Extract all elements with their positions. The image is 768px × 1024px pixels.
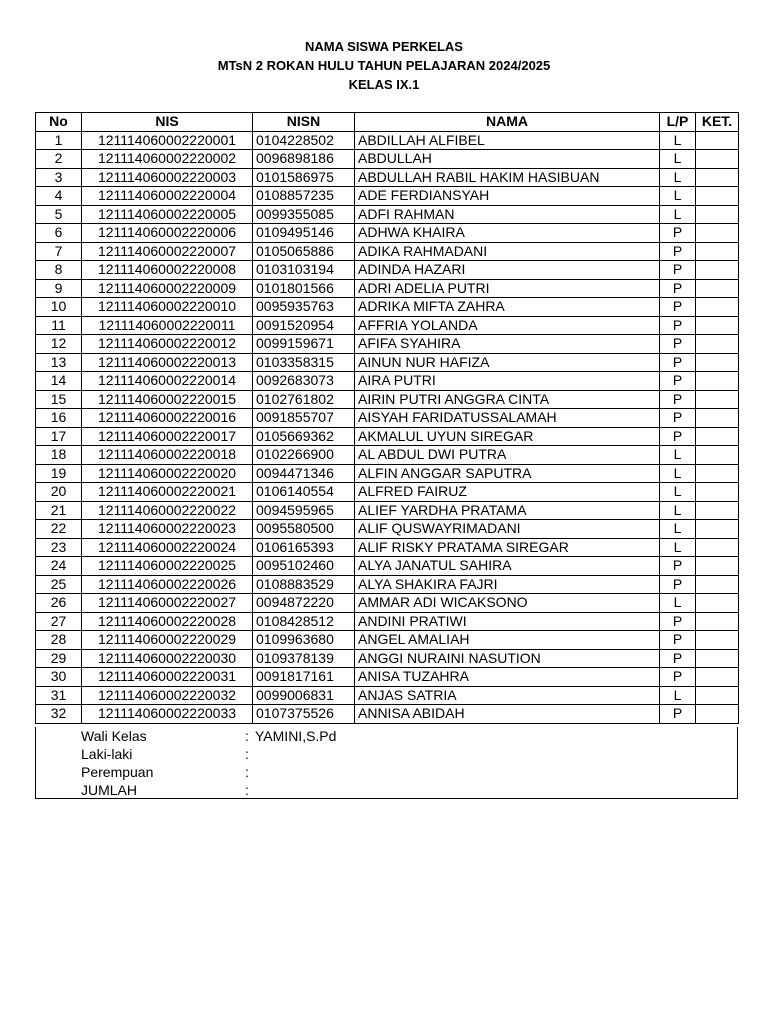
cell-gender: P <box>660 353 696 372</box>
cell-nis: 121114060002220022 <box>82 501 253 520</box>
cell-no: 15 <box>36 390 82 409</box>
cell-no: 27 <box>36 612 82 631</box>
cell-gender: L <box>660 187 696 206</box>
cell-ket <box>696 261 739 280</box>
cell-nisn: 0103103194 <box>253 261 355 280</box>
cell-ket <box>696 446 739 465</box>
cell-nisn: 0095102460 <box>253 557 355 576</box>
cell-no: 11 <box>36 316 82 335</box>
cell-no: 8 <box>36 261 82 280</box>
cell-ket <box>696 631 739 650</box>
cell-gender: L <box>660 594 696 613</box>
table-row <box>36 224 739 243</box>
cell-nis: 121114060002220014 <box>82 372 253 391</box>
table-row <box>36 557 739 576</box>
col-header-nis: NIS <box>82 113 253 132</box>
cell-gender: L <box>660 464 696 483</box>
footer-summary <box>35 727 738 799</box>
cell-gender: L <box>660 501 696 520</box>
cell-nis: 121114060002220001 <box>82 131 253 150</box>
cell-gender: P <box>660 261 696 280</box>
cell-no: 29 <box>36 649 82 668</box>
cell-nisn: 0106165393 <box>253 538 355 557</box>
table-row <box>36 298 739 317</box>
cell-nama: AKMALUL UYUN SIREGAR <box>355 427 660 446</box>
cell-nis: 121114060002220024 <box>82 538 253 557</box>
cell-gender: P <box>660 242 696 261</box>
cell-ket <box>696 427 739 446</box>
cell-ket <box>696 501 739 520</box>
cell-gender: P <box>660 705 696 724</box>
cell-nis: 121114060002220003 <box>82 168 253 187</box>
cell-nama: ANGEL AMALIAH <box>355 631 660 650</box>
cell-no: 3 <box>36 168 82 187</box>
cell-gender: P <box>660 575 696 594</box>
cell-nis: 121114060002220002 <box>82 150 253 169</box>
cell-gender: L <box>660 446 696 465</box>
cell-gender: P <box>660 409 696 428</box>
cell-nama: ADFI RAHMAN <box>355 205 660 224</box>
cell-gender: P <box>660 279 696 298</box>
table-row <box>36 668 739 687</box>
cell-nama: ALYA JANATUL SAHIRA <box>355 557 660 576</box>
footer-label: Laki-laki <box>81 746 133 762</box>
school-year-line: MTsN 2 ROKAN HULU TAHUN PELAJARAN 2024/2025 <box>217 58 551 73</box>
cell-nama: ABDILLAH ALFIBEL <box>355 131 660 150</box>
cell-no: 25 <box>36 575 82 594</box>
cell-nisn: 0099006831 <box>253 686 355 705</box>
cell-nisn: 0108857235 <box>253 187 355 206</box>
table-row <box>36 242 739 261</box>
cell-nis: 121114060002220012 <box>82 335 253 354</box>
cell-nama: ADRIKA MIFTA ZAHRA <box>355 298 660 317</box>
cell-no: 4 <box>36 187 82 206</box>
cell-no: 17 <box>36 427 82 446</box>
cell-gender: L <box>660 168 696 187</box>
cell-ket <box>696 409 739 428</box>
cell-ket <box>696 131 739 150</box>
cell-gender: P <box>660 390 696 409</box>
table-row <box>36 649 739 668</box>
cell-ket <box>696 279 739 298</box>
cell-no: 20 <box>36 483 82 502</box>
cell-nama: AFIFA SYAHIRA <box>355 335 660 354</box>
cell-nisn: 0109963680 <box>253 631 355 650</box>
cell-nama: AISYAH FARIDATUSSALAMAH <box>355 409 660 428</box>
cell-no: 21 <box>36 501 82 520</box>
cell-no: 22 <box>36 520 82 539</box>
cell-nama: AIRA PUTRI <box>355 372 660 391</box>
cell-nis: 121114060002220005 <box>82 205 253 224</box>
cell-ket <box>696 483 739 502</box>
table-row <box>36 446 739 465</box>
cell-nama: ALIF RISKY PRATAMA SIREGAR <box>355 538 660 557</box>
cell-no: 16 <box>36 409 82 428</box>
footer-label: Wali Kelas <box>81 728 147 744</box>
cell-ket <box>696 205 739 224</box>
cell-nama: ALIEF YARDHA PRATAMA <box>355 501 660 520</box>
cell-nama: ALFRED FAIRUZ <box>355 483 660 502</box>
cell-no: 6 <box>36 224 82 243</box>
cell-nis: 121114060002220021 <box>82 483 253 502</box>
cell-gender: P <box>660 427 696 446</box>
cell-nama: AL ABDUL DWI PUTRA <box>355 446 660 465</box>
cell-nama: ANNISA ABIDAH <box>355 705 660 724</box>
cell-gender: P <box>660 316 696 335</box>
cell-nisn: 0094595965 <box>253 501 355 520</box>
table-row <box>36 131 739 150</box>
cell-nisn: 0101801566 <box>253 279 355 298</box>
table-row <box>36 261 739 280</box>
cell-no: 24 <box>36 557 82 576</box>
cell-nisn: 0106140554 <box>253 483 355 502</box>
document-title: NAMA SISWA PERKELAS <box>305 39 463 54</box>
student-table <box>35 112 739 724</box>
cell-nis: 121114060002220016 <box>82 409 253 428</box>
cell-nisn: 0108428512 <box>253 612 355 631</box>
cell-gender: L <box>660 483 696 502</box>
table-row <box>36 335 739 354</box>
table-row <box>36 631 739 650</box>
cell-nis: 121114060002220009 <box>82 279 253 298</box>
table-row <box>36 575 739 594</box>
cell-nis: 121114060002220017 <box>82 427 253 446</box>
cell-no: 30 <box>36 668 82 687</box>
cell-nama: ALYA SHAKIRA FAJRI <box>355 575 660 594</box>
cell-no: 32 <box>36 705 82 724</box>
cell-no: 2 <box>36 150 82 169</box>
cell-nama: ANJAS SATRIA <box>355 686 660 705</box>
cell-no: 5 <box>36 205 82 224</box>
cell-nisn: 0096898186 <box>253 150 355 169</box>
cell-nis: 121114060002220031 <box>82 668 253 687</box>
table-row <box>36 705 739 724</box>
cell-no: 7 <box>36 242 82 261</box>
col-header-nisn: NISN <box>253 113 355 132</box>
table-row <box>36 538 739 557</box>
cell-nisn: 0101586975 <box>253 168 355 187</box>
cell-gender: P <box>660 612 696 631</box>
cell-nama: ABDULLAH <box>355 150 660 169</box>
cell-nisn: 0094471346 <box>253 464 355 483</box>
cell-nama: AINUN NUR HAFIZA <box>355 353 660 372</box>
cell-nis: 121114060002220027 <box>82 594 253 613</box>
cell-no: 12 <box>36 335 82 354</box>
cell-nisn: 0105065886 <box>253 242 355 261</box>
cell-nis: 121114060002220006 <box>82 224 253 243</box>
cell-gender: P <box>660 631 696 650</box>
cell-ket <box>696 298 739 317</box>
cell-nisn: 0091817161 <box>253 668 355 687</box>
table-row <box>36 187 739 206</box>
table-row <box>36 483 739 502</box>
cell-nis: 121114060002220025 <box>82 557 253 576</box>
cell-nisn: 0091855707 <box>253 409 355 428</box>
cell-no: 10 <box>36 298 82 317</box>
cell-nama: ADHWA KHAIRA <box>355 224 660 243</box>
cell-nama: ANGGI NURAINI NASUTION <box>355 649 660 668</box>
cell-nama: ANISA TUZAHRA <box>355 668 660 687</box>
footer-value: YAMINI,S.Pd <box>255 728 337 744</box>
cell-nisn: 0099355085 <box>253 205 355 224</box>
cell-gender: P <box>660 557 696 576</box>
table-row <box>36 520 739 539</box>
cell-ket <box>696 612 739 631</box>
cell-no: 14 <box>36 372 82 391</box>
cell-ket <box>696 594 739 613</box>
table-row <box>36 427 739 446</box>
document-header <box>0 37 768 94</box>
footer-label: JUMLAH <box>81 782 138 798</box>
cell-ket <box>696 464 739 483</box>
cell-nama: AFFRIA YOLANDA <box>355 316 660 335</box>
col-header-no: No <box>36 113 82 132</box>
cell-nama: ADRI ADELIA PUTRI <box>355 279 660 298</box>
cell-ket <box>696 705 739 724</box>
footer-colon: : <box>245 746 249 762</box>
cell-nama: AMMAR ADI WICAKSONO <box>355 594 660 613</box>
cell-ket <box>696 335 739 354</box>
table-row <box>36 316 739 335</box>
cell-ket <box>696 668 739 687</box>
cell-nisn: 0109378139 <box>253 649 355 668</box>
cell-nama: ALFIN ANGGAR SAPUTRA <box>355 464 660 483</box>
table-row <box>36 168 739 187</box>
cell-no: 26 <box>36 594 82 613</box>
cell-nis: 121114060002220013 <box>82 353 253 372</box>
cell-nis: 121114060002220023 <box>82 520 253 539</box>
table-row <box>36 464 739 483</box>
table-row <box>36 353 739 372</box>
cell-nis: 121114060002220018 <box>82 446 253 465</box>
cell-no: 23 <box>36 538 82 557</box>
cell-ket <box>696 538 739 557</box>
cell-gender: L <box>660 538 696 557</box>
table-row <box>36 150 739 169</box>
cell-ket <box>696 557 739 576</box>
cell-nisn: 0104228502 <box>253 131 355 150</box>
table-row <box>36 409 739 428</box>
cell-nis: 121114060002220015 <box>82 390 253 409</box>
cell-ket <box>696 353 739 372</box>
cell-nama: ADIKA RAHMADANI <box>355 242 660 261</box>
footer-label: Perempuan <box>81 764 154 780</box>
cell-gender: P <box>660 649 696 668</box>
cell-nis: 121114060002220026 <box>82 575 253 594</box>
cell-nis: 121114060002220030 <box>82 649 253 668</box>
cell-no: 1 <box>36 131 82 150</box>
table-header-row <box>36 113 739 132</box>
cell-gender: P <box>660 224 696 243</box>
cell-nis: 121114060002220020 <box>82 464 253 483</box>
table-row <box>36 594 739 613</box>
cell-nisn: 0109495146 <box>253 224 355 243</box>
cell-nisn: 0094872220 <box>253 594 355 613</box>
table-row <box>36 501 739 520</box>
cell-no: 9 <box>36 279 82 298</box>
cell-nisn: 0092683073 <box>253 372 355 391</box>
table-row <box>36 612 739 631</box>
cell-nis: 121114060002220028 <box>82 612 253 631</box>
cell-nisn: 0107375526 <box>253 705 355 724</box>
cell-nis: 121114060002220029 <box>82 631 253 650</box>
footer-colon: : <box>245 782 249 798</box>
cell-gender: L <box>660 150 696 169</box>
cell-ket <box>696 390 739 409</box>
col-header-gender: L/P <box>660 113 696 132</box>
cell-no: 28 <box>36 631 82 650</box>
table-row <box>36 686 739 705</box>
cell-nama: ABDULLAH RABIL HAKIM HASIBUAN <box>355 168 660 187</box>
cell-nis: 121114060002220033 <box>82 705 253 724</box>
cell-nama: AIRIN PUTRI ANGGRA CINTA <box>355 390 660 409</box>
cell-gender: L <box>660 131 696 150</box>
cell-ket <box>696 242 739 261</box>
cell-no: 18 <box>36 446 82 465</box>
cell-nisn: 0102761802 <box>253 390 355 409</box>
cell-gender: P <box>660 335 696 354</box>
cell-nisn: 0095580500 <box>253 520 355 539</box>
cell-nama: ALIF QUSWAYRIMADANI <box>355 520 660 539</box>
cell-gender: P <box>660 668 696 687</box>
cell-ket <box>696 686 739 705</box>
cell-ket <box>696 520 739 539</box>
cell-ket <box>696 168 739 187</box>
table-row <box>36 372 739 391</box>
cell-ket <box>696 224 739 243</box>
cell-ket <box>696 150 739 169</box>
cell-nisn: 0091520954 <box>253 316 355 335</box>
cell-nama: ADE FERDIANSYAH <box>355 187 660 206</box>
cell-nama: ANDINI PRATIWI <box>355 612 660 631</box>
cell-nama: ADINDA HAZARI <box>355 261 660 280</box>
cell-nis: 121114060002220008 <box>82 261 253 280</box>
table-row <box>36 390 739 409</box>
cell-nisn: 0102266900 <box>253 446 355 465</box>
cell-gender: P <box>660 298 696 317</box>
cell-gender: P <box>660 372 696 391</box>
cell-no: 19 <box>36 464 82 483</box>
cell-nisn: 0105669362 <box>253 427 355 446</box>
cell-gender: L <box>660 520 696 539</box>
table-row <box>36 279 739 298</box>
footer-colon: : <box>245 764 249 780</box>
cell-nis: 121114060002220004 <box>82 187 253 206</box>
cell-nisn: 0099159671 <box>253 335 355 354</box>
cell-nisn: 0095935763 <box>253 298 355 317</box>
cell-nis: 121114060002220010 <box>82 298 253 317</box>
col-header-nama: NAMA <box>355 113 660 132</box>
footer-colon: : <box>245 728 249 744</box>
cell-ket <box>696 649 739 668</box>
col-header-ket: KET. <box>696 113 739 132</box>
cell-nis: 121114060002220007 <box>82 242 253 261</box>
cell-ket <box>696 187 739 206</box>
cell-no: 13 <box>36 353 82 372</box>
cell-nis: 121114060002220011 <box>82 316 253 335</box>
cell-ket <box>696 316 739 335</box>
cell-ket <box>696 575 739 594</box>
cell-ket <box>696 372 739 391</box>
cell-gender: L <box>660 686 696 705</box>
cell-gender: L <box>660 205 696 224</box>
table-row <box>36 205 739 224</box>
cell-no: 31 <box>36 686 82 705</box>
cell-nis: 121114060002220032 <box>82 686 253 705</box>
cell-nisn: 0108883529 <box>253 575 355 594</box>
class-line: KELAS IX.1 <box>348 77 420 92</box>
cell-nisn: 0103358315 <box>253 353 355 372</box>
